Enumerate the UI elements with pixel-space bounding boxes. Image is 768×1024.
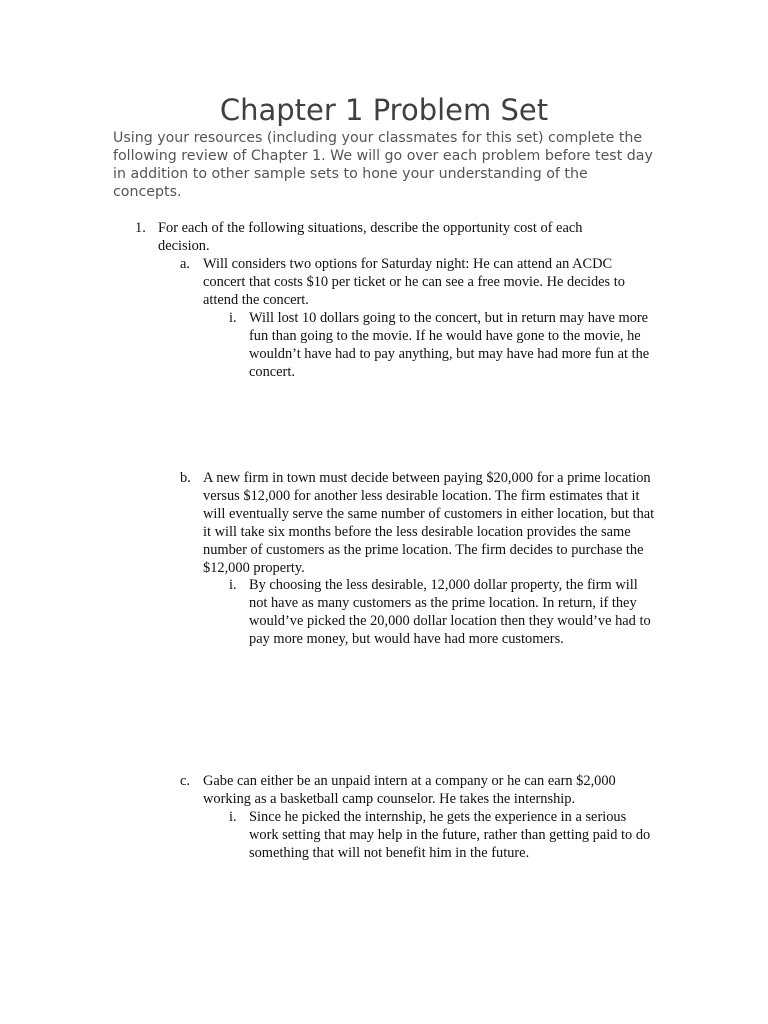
page-title: Chapter 1 Problem Set — [219, 93, 549, 127]
part-b-letter: b. — [180, 470, 191, 486]
part-c-letter: c. — [180, 773, 190, 789]
part-a-text: Will considers two options for Saturday night: He can attend an ACDC concert that costs $10 per ticket or he can see a free movie. He decides to attend the concert. — [203, 256, 625, 308]
question-1-number: 1. — [135, 220, 146, 236]
question-1-text: For each of the following situations, describe the opportunity cost of each decision. — [158, 220, 583, 254]
part-a-answer-marker: i. — [229, 310, 237, 326]
part-b-answer-marker: i. — [229, 577, 237, 593]
part-b-text: A new firm in town must decide between paying $20,000 for a prime location versus $12,000 for another less desirable location. The firm estimates that it will eventually serve the same number of customers in either location, but that it will take six months before the less desirable location provides the same number of customers as the prime location. The firm decides to purchase the $12,000 property. — [203, 470, 655, 576]
part-c-text: Gabe can either be an unpaid intern at a company or he can earn $2,000 working as a basketball camp counselor. He takes the internship. — [203, 773, 616, 807]
part-c-answer-text: Since he picked the internship, he gets the experience in a serious work setting that may help in the future, rather than getting paid to do something that will not benefit him in the future. — [249, 809, 651, 861]
part-c-answer-marker: i. — [229, 809, 237, 825]
part-b-answer-text: By choosing the less desirable, 12,000 dollar property, the firm will not have as many customers as the prime location. In return, if they would’ve picked the 20,000 dollar location then they would’ve had to pay more money, but would have had more customers. — [249, 577, 651, 647]
intro-paragraph: Using your resources (including your classmates for this set) complete the following review of Chapter 1. We will go over each problem before test day in addition to other sample sets to hone your understanding of the concepts. — [113, 130, 653, 200]
part-a-letter: a. — [180, 256, 190, 272]
part-a-answer-text: Will lost 10 dollars going to the concert, but in return may have more fun than going to the movie. If he would have gone to the movie, he wouldn’t have had to pay anything, but may have had more fun at the concert. — [249, 310, 650, 380]
